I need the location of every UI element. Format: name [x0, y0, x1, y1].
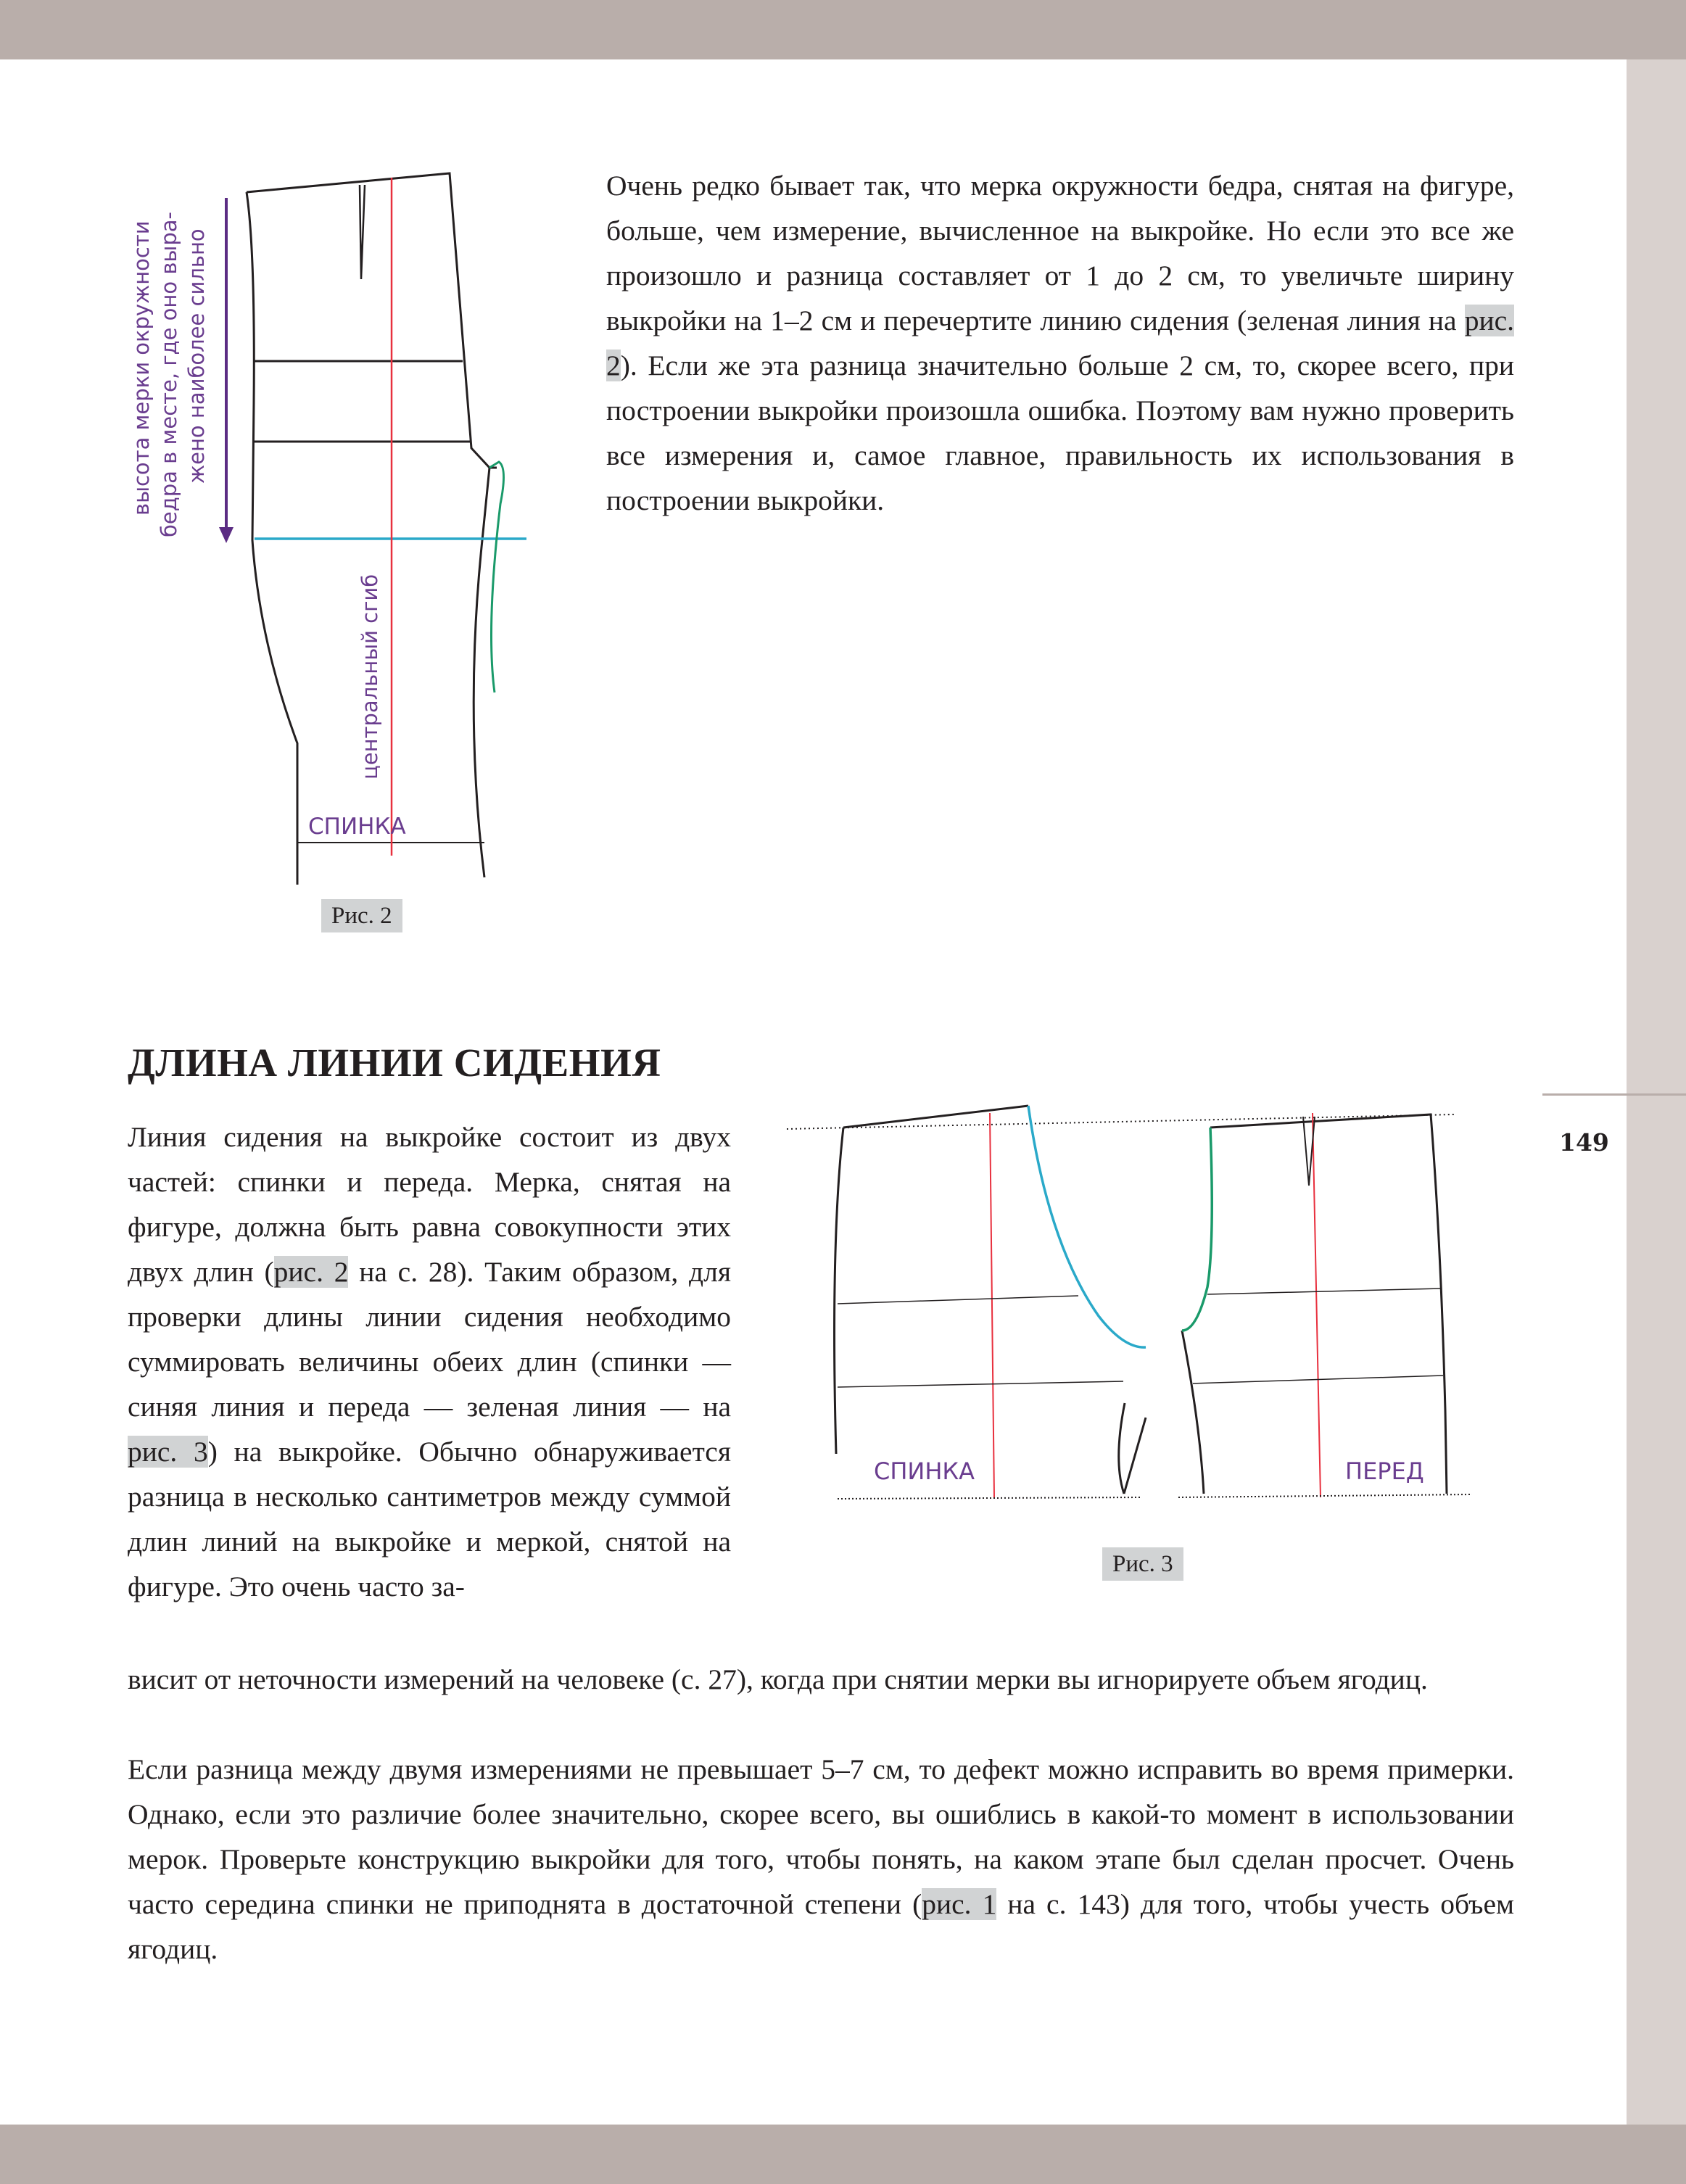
- figure-1-reference[interactable]: рис. 1: [922, 1888, 997, 1920]
- section-heading: ДЛИНА ЛИНИИ СИДЕНИЯ: [128, 1041, 661, 1085]
- paragraph-3: [128, 1747, 1514, 1972]
- front-center-line: [1313, 1113, 1321, 1497]
- paragraph-2-text-a: Линия сидения на выкройке состоит из двух частей: спинки и переда. Мерка, снятая на фигуре, должна быть равна совокупности этих двух длин (: [128, 1121, 731, 1288]
- measure-arrow-head: [219, 527, 234, 543]
- annotation-line-3: жено наиболее сильно: [184, 228, 209, 484]
- paragraph-1-text-b: ). Если же эта разница значительно больше 2 см, то, скорее всего, при построении выкройки произошла ошибка. Поэтому вам нужно проверить все измерения и, самое главное, правильность их использования в построении выкройки.: [606, 349, 1514, 516]
- back-line-1: [838, 1296, 1078, 1304]
- paragraph-3-text-b: на с. 143) для того, чтобы учесть объем ягодиц.: [128, 1888, 1515, 1965]
- back-label: СПИНКА: [874, 1457, 975, 1485]
- paragraph-2: [128, 1114, 731, 1609]
- front-hem-line: [1178, 1494, 1472, 1497]
- back-seat-line: [1028, 1106, 1146, 1347]
- paragraph-2-continued: висит от неточности измерений на человеке (с. 27), когда при снятии мерки вы игнорируете объем ягодиц.: [128, 1663, 1428, 1695]
- figure-3-drawing: [780, 1099, 1483, 1512]
- back-center-line: [990, 1113, 994, 1497]
- paragraph-3-text-a: Если разница между двумя измерениями не превышает 5–7 см, то дефект можно исправить во время примерки. Однако, если это различие более значительно, скорее всего, вы ошиблись в какой-то момент в использовании мерок. Проверьте конструкцию выкройки для того, чтобы понять, на каком этапе был сделан просчет. Очень часто середина спинки не приподнята в достаточной степени (: [128, 1753, 1514, 1920]
- paragraph-1-text-a: Очень редко бывает так, что мерка окружности бедра, снятая на фигуре, больше, чем измерение, вычисленное на выкройке. Но если это все же произошло и разница составляет от 1 до 2 см, то увеличьте ширину выкройки на 1–2 см и перечертите линию сидения (зеленая линия на: [606, 170, 1514, 336]
- back-dart: [360, 185, 365, 279]
- figure-2-reference-2[interactable]: рис. 2: [273, 1256, 349, 1288]
- figure-3-reference[interactable]: рис. 3: [128, 1436, 208, 1468]
- figure-3: [780, 1099, 1483, 1512]
- paragraph-2-text-b: на с. 28). Таким образом, для проверки длины линии сидения необходимо суммировать величины обеих длин (спинки — синяя линия и переда — зеленая линия — на: [128, 1256, 732, 1423]
- figure-2-drawing: [123, 163, 580, 895]
- top-band: [0, 0, 1686, 59]
- paragraph-2-text-c: ) на выкройке. Обычно обнаруживается разница в несколько сантиметров между суммой длин линий на выкройке и меркой, снятой на фигуре. Это очень часто за-: [128, 1436, 732, 1602]
- figure-2-caption: Рис. 2: [321, 899, 402, 932]
- back-hem-line: [838, 1497, 1142, 1499]
- center-fold-label: центральный сгиб: [358, 574, 382, 779]
- figure-3-caption: Рис. 3: [1102, 1547, 1183, 1581]
- front-line-1: [1207, 1289, 1441, 1294]
- paragraph-1: [606, 163, 1514, 523]
- annotation-line-1: высота мерки окружности: [129, 220, 154, 516]
- back-label: СПИНКА: [308, 814, 406, 840]
- figure-2-reference[interactable]: рис. 2: [606, 305, 1514, 381]
- seat-line-green: [489, 462, 504, 692]
- annotation-text: [129, 212, 209, 537]
- bottom-band: [0, 2125, 1686, 2184]
- back-line-2: [838, 1381, 1123, 1387]
- side-rule: [1542, 1093, 1686, 1096]
- figure-2: [123, 163, 580, 895]
- front-label: ПЕРЕД: [1345, 1457, 1424, 1485]
- page-number: 149: [1559, 1128, 1609, 1157]
- side-band: [1627, 59, 1686, 2125]
- front-seat-line: [1182, 1128, 1212, 1331]
- annotation-line-2: бедра в месте, где оно выра-: [157, 212, 181, 537]
